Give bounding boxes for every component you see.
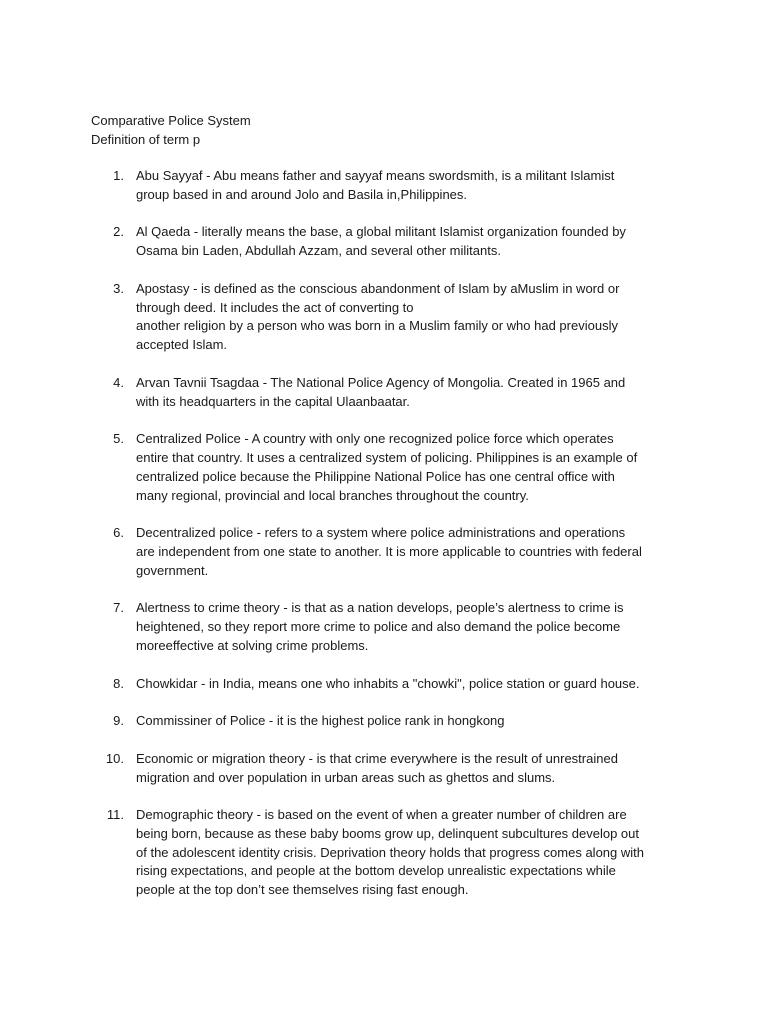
list-item-number: 7.	[113, 600, 124, 616]
list-item-number: 6.	[113, 525, 124, 541]
list-item-number: 1.	[113, 168, 124, 183]
list-item-number: 2.	[113, 224, 124, 240]
list-item-number: 10.	[105, 750, 124, 766]
list-item-text: Apostasy - is defined as the conscious abandonment of Islam by aMuslim in word or through deed. It includes the act of converting to another religion by a person who was born in a Muslim family or who had previously accepted Islam.	[136, 280, 620, 353]
list-item-number: 9.	[113, 713, 124, 729]
list-item	[91, 223, 691, 261]
list-item-text: Alertness to crime theory - is that as a nation develops, people’s alertness to crime is heightened, so they report more crime to police and also demand the police become moreeffective at solving crime problems.	[136, 600, 624, 653]
list-item	[91, 280, 691, 355]
list-item-text: Al Qaeda - literally means the base, a global militant Islamist organization founded by Osama bin Laden, Abdullah Azzam, and several other militants.	[136, 224, 626, 259]
list-item	[91, 599, 691, 655]
list-item-text: Chowkidar - in India, means one who inhabits a "chowki", police station or guard house.	[136, 675, 640, 691]
list-item	[91, 374, 691, 412]
list-item	[91, 750, 691, 788]
list-item-number: 11.	[106, 807, 124, 823]
document-title: Comparative Police System	[91, 113, 251, 128]
list-item-text: Commissiner of Police - it is the highest police rank in hongkong	[136, 713, 505, 729]
document-header	[91, 111, 251, 149]
list-item-text: Decentralized police - refers to a system where police administrations and operations are independent from one state to another. It is more applicable to countries with federal government.	[136, 525, 642, 578]
list-item	[91, 675, 691, 694]
document-subtitle: Definition of term p	[91, 132, 201, 147]
list-item-text: Economic or migration theory - is that crime everywhere is the result of unrestrained migration and over population in urban areas such as ghettos and slums.	[136, 750, 618, 785]
list-item-number: 3.	[113, 280, 124, 296]
list-item-text: Demographic theory - is based on the event of when a greater number of children are being born, because as these baby booms grow up, delinquent subcultures develop out of the adolescent identity crisis. Deprivation theory holds that progress comes along with rising expectations, and people at the bottom develop unrealistic expectations while people at the top don’t see themselves rising fast enough.	[136, 807, 644, 898]
list-item-text: Abu Sayyaf - Abu means father and sayyaf means swordsmith, is a militant Islamist group based in and around Jolo and Basila in,Philippines.	[136, 168, 615, 202]
list-item-number: 4.	[113, 374, 124, 390]
list-item	[91, 167, 691, 205]
definition-list	[91, 167, 691, 919]
list-item	[91, 524, 691, 580]
list-item	[91, 430, 691, 505]
list-item-text: Arvan Tavnii Tsagdaa - The National Police Agency of Mongolia. Created in 1965 and with its headquarters in the capital Ulaanbaatar.	[136, 374, 626, 409]
list-item	[91, 712, 691, 731]
list-item-number: 8.	[113, 675, 124, 691]
list-item-text: Centralized Police - A country with only one recognized police force which operates entire that country. It uses a centralized system of policing. Philippines is an example of centralized police because the Philippine National Police has one central office with many regional, provincial and local branches throughout the country.	[136, 431, 638, 503]
list-item-number: 5.	[113, 431, 124, 447]
list-item	[91, 806, 691, 900]
